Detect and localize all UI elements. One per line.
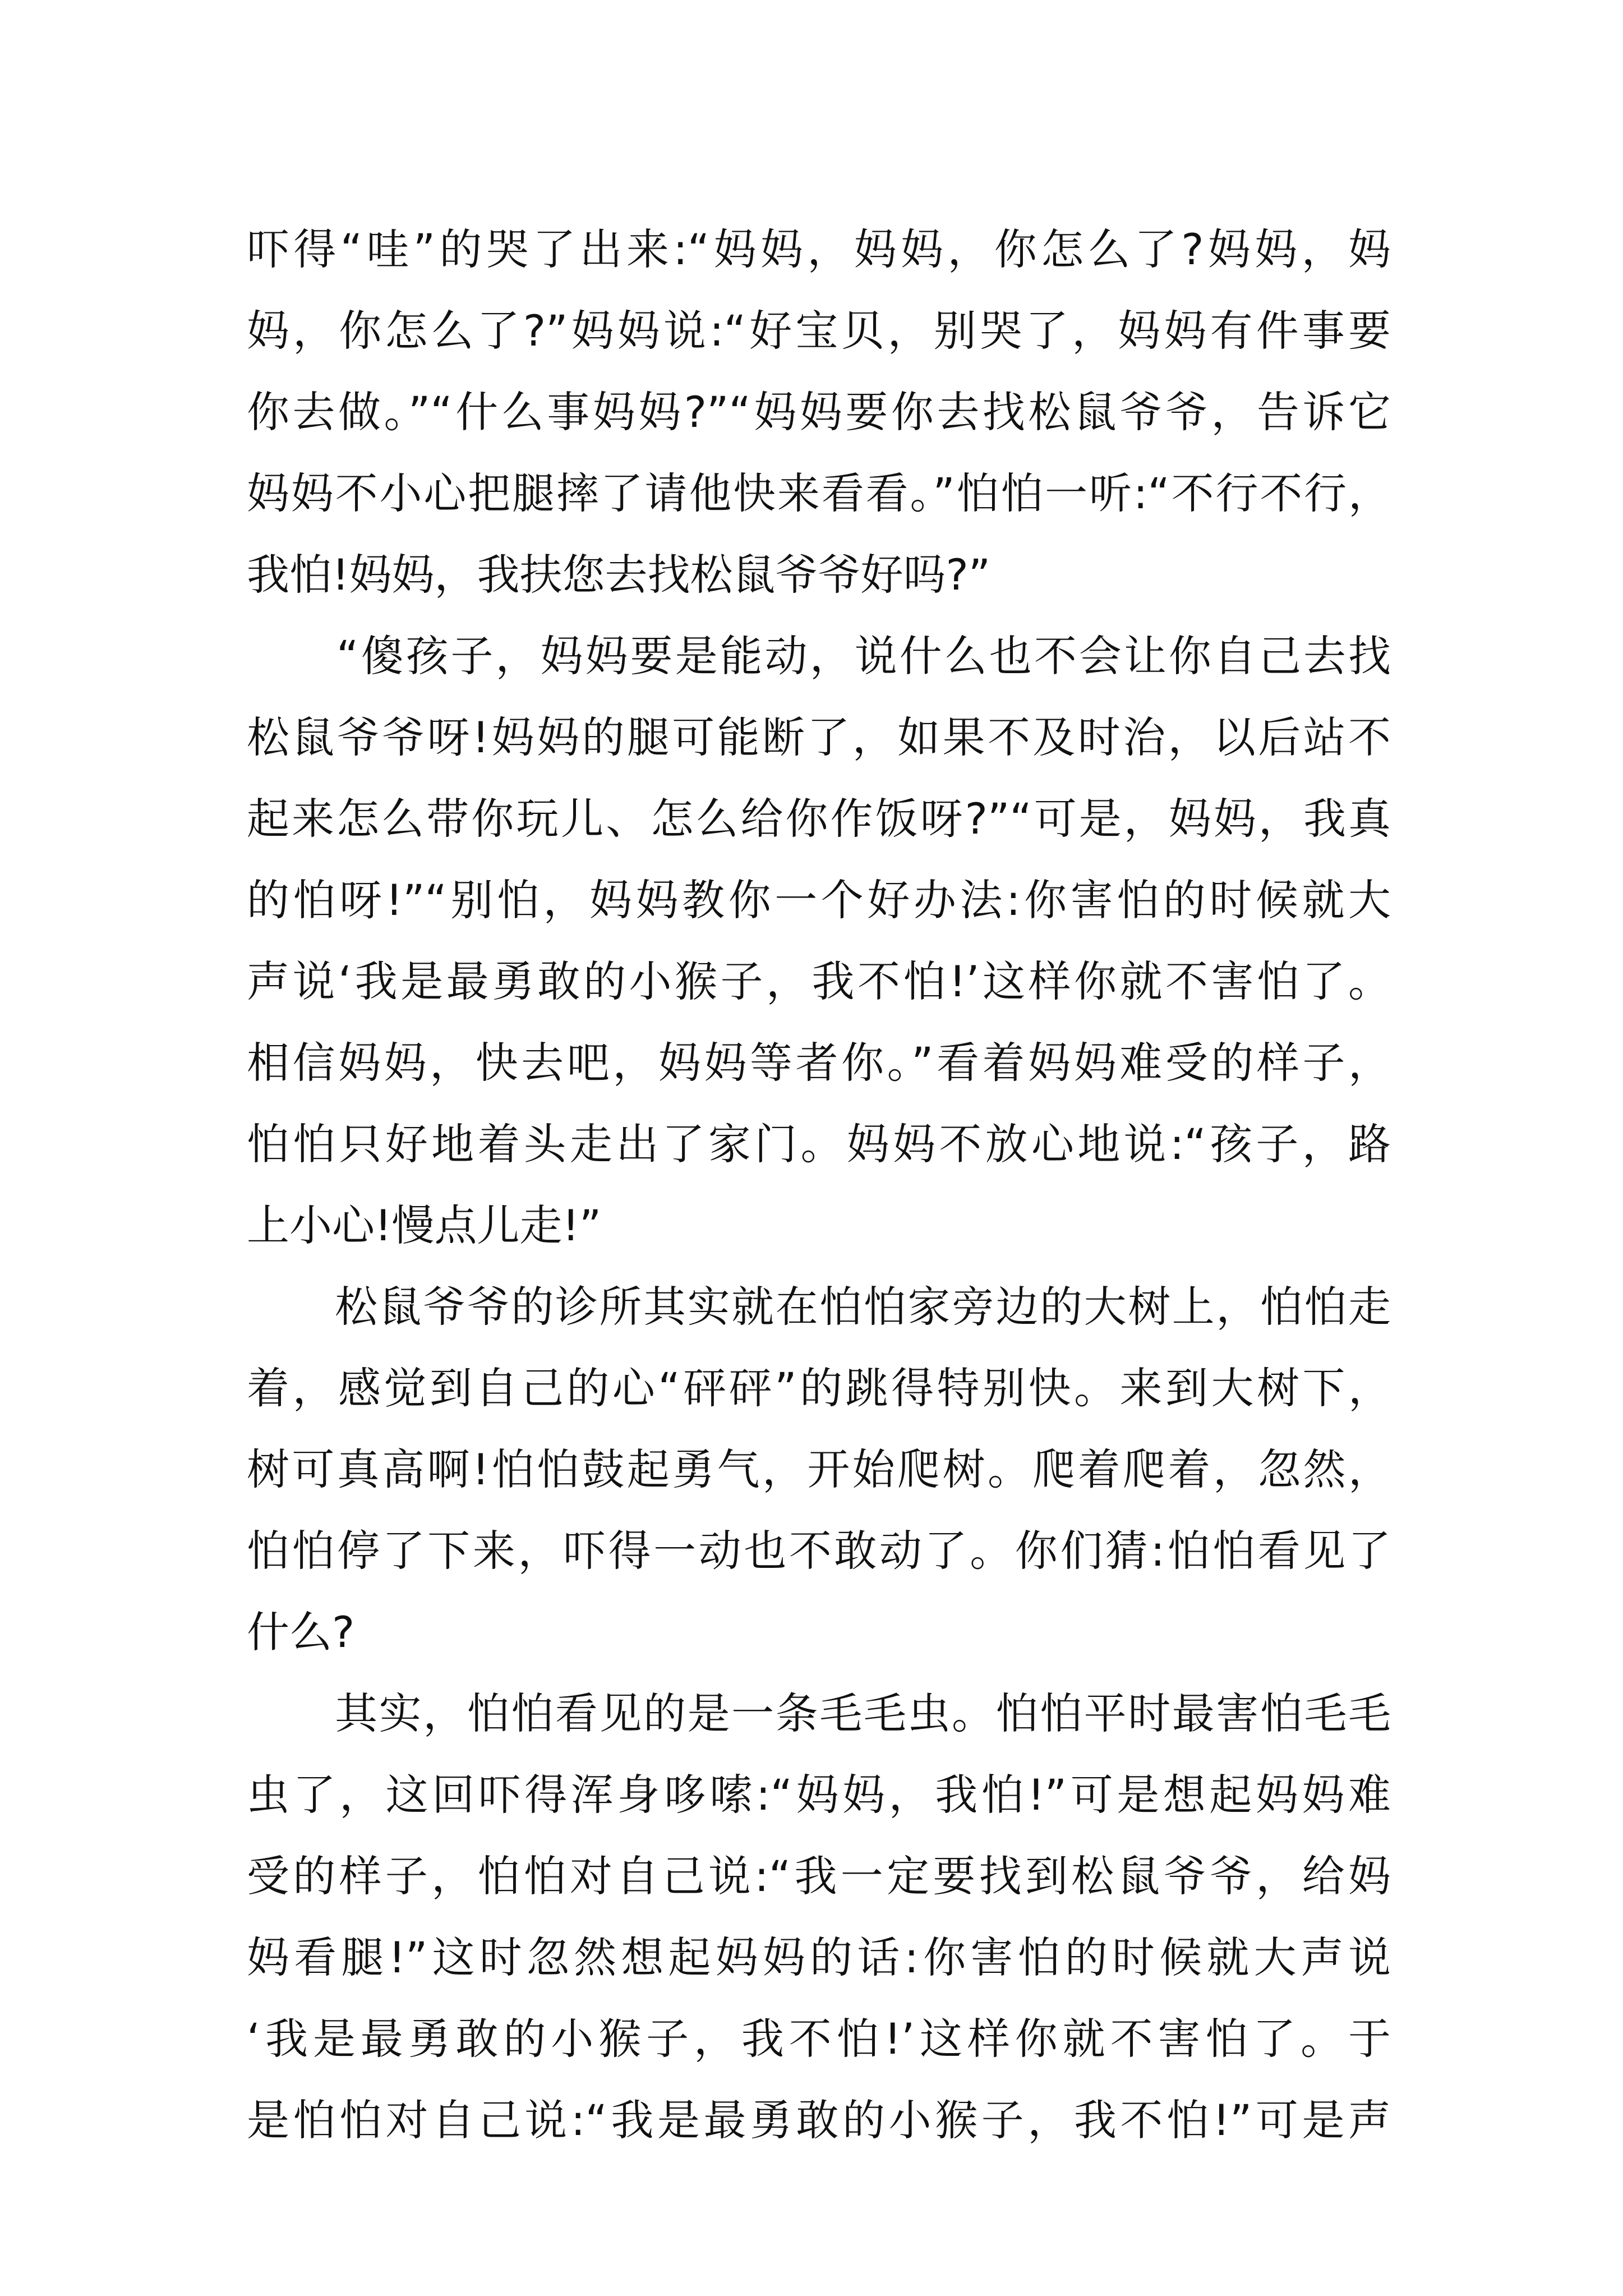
text-line: 树可真高啊!怕怕鼓起勇气，开始爬树。爬着爬着，忽然， [247,1444,1391,1494]
text-line: ‘我是最勇敢的小猴子，我不怕!’这样你就不害怕了。于 [247,2014,1391,2064]
text-line: 什么? [247,1607,355,1657]
text-line: 虫了，这回吓得浑身哆嗦:“妈妈，我怕!”可是想起妈妈难 [247,1770,1391,1820]
text-line: 妈，你怎么了?”妈妈说:“好宝贝，别哭了，妈妈有件事要 [247,306,1391,356]
text-line: 松鼠爷爷的诊所其实就在怕怕家旁边的大树上，怕怕走 [247,1282,1391,1332]
text-line: 妈妈不小心把腿摔了请他快来看看。”怕怕一听:“不行不行， [247,468,1391,518]
text-line: 声说‘我是最勇敢的小猴子，我不怕!’这样你就不害怕了。 [247,956,1391,1006]
text-line: 吓得“哇”的哭了出来:“妈妈，妈妈，你怎么了?妈妈，妈 [247,224,1391,274]
text-line: 我怕!妈妈，我扶您去找松鼠爷爷好吗?” [247,550,991,600]
text-line: 妈看腿!”这时忽然想起妈妈的话:你害怕的时候就大声说 [247,1932,1391,1982]
text-line: 的怕呀!”“别怕，妈妈教你一个好办法:你害怕的时候就大 [247,875,1391,925]
text-line: 上小心!慢点儿走!” [247,1200,602,1250]
text-line: 着，感觉到自己的心“砰砰”的跳得特别快。来到大树下， [247,1363,1391,1413]
text-line: 受的样子，怕怕对自己说:“我一定要找到松鼠爷爷，给妈 [247,1851,1391,1901]
text-line: 起来怎么带你玩儿、怎么给你作饭呀?”“可是，妈妈，我真 [247,794,1391,844]
text-line: 松鼠爷爷呀!妈妈的腿可能断了，如果不及时治，以后站不 [247,712,1391,762]
text-line: 是怕怕对自己说:“我是最勇敢的小猴子，我不怕!”可是声 [247,2095,1391,2145]
text-line: 相信妈妈，快去吧，妈妈等者你。”看着妈妈难受的样子， [247,1038,1391,1088]
text-line: 怕怕只好地着头走出了家门。妈妈不放心地说:“孩子，路 [247,1119,1391,1169]
text-line: “傻孩子，妈妈要是能动，说什么也不会让你自己去找 [247,631,1391,681]
text-line: 你去做。”“什么事妈妈?”“妈妈要你去找松鼠爷爷，告诉它 [247,387,1391,437]
text-line: 怕怕停了下来，吓得一动也不敢动了。你们猜:怕怕看见了 [247,1526,1391,1576]
story-text [247,209,1391,2161]
text-line: 其实，怕怕看见的是一条毛毛虫。怕怕平时最害怕毛毛 [247,1688,1391,1738]
